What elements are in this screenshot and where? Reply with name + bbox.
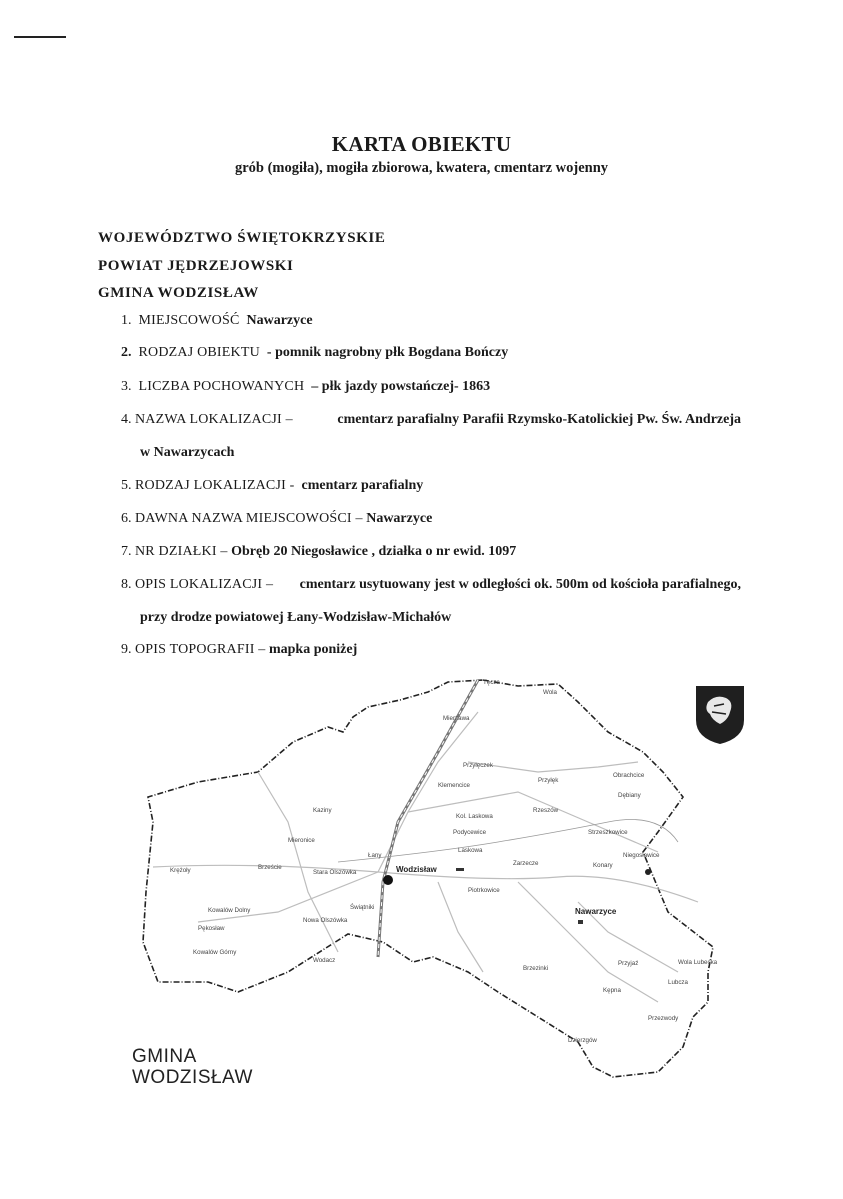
place-label: Kaziny [313, 807, 332, 814]
place-label: Wodacz [313, 957, 336, 964]
item-number: 6. [121, 511, 132, 526]
place-label: Świątniki [350, 904, 375, 911]
place-label: Lubcza [668, 979, 688, 986]
cemetery-symbol [578, 920, 583, 924]
place-label: Wola [543, 689, 557, 696]
item-label: OPIS LOKALIZACJI – [135, 577, 274, 592]
commune-map [138, 672, 718, 1092]
item-label: LICZBA POCHOWANYCH [138, 379, 305, 394]
page-title: KARTA OBIEKTU [331, 132, 512, 156]
place-label: Nowa Olszówka [303, 917, 348, 924]
place-label: Laskowa [458, 847, 483, 854]
logo-line-2: WODZISŁAW [132, 1067, 253, 1088]
place-label: Przyjaź [618, 960, 639, 967]
place-label: Wola Lubecka [678, 959, 718, 966]
list-item [121, 412, 741, 428]
item-label: OPIS TOPOGRAFII – [135, 642, 266, 657]
place-label: Łany [368, 852, 382, 859]
list-item [121, 511, 432, 527]
commune-border [143, 680, 713, 1077]
item-number: 9. [121, 642, 132, 657]
church-symbol [456, 868, 464, 871]
item-head [121, 577, 273, 593]
place-label: Dębiany [618, 792, 641, 799]
place-label: Stara Olszówka [313, 869, 357, 876]
item-value: Nawarzyce [246, 313, 313, 328]
place-label: Klemencice [438, 782, 470, 789]
item-value: cmentarz usytuowany jest w odległości ok. 500m od kościoła parafialnego, [299, 577, 741, 592]
place-label: Przyłęczek [463, 762, 493, 769]
item-number: 2. [121, 345, 132, 360]
gmina-logo [132, 1046, 253, 1088]
list-item [121, 642, 357, 658]
commune: GMINA WODZISŁAW [98, 285, 259, 301]
place-label: Kępna [603, 987, 621, 994]
wodzislaw-marker [383, 875, 393, 885]
place-label: Zarzecze [513, 860, 539, 867]
item-value: mapka poniżej [268, 642, 358, 657]
place-label: Brzeście [258, 864, 282, 871]
place-label: Piotrkowice [468, 887, 500, 894]
place-label: Mierzawa [443, 715, 470, 722]
item-label: NAZWA LOKALIZACJI – [135, 412, 293, 427]
place-label: Krężoły [170, 867, 191, 874]
item-number: 4. [121, 412, 132, 427]
place-label: Obrachcice [613, 772, 645, 779]
place-label: Konary [593, 862, 613, 869]
place-label: Strzeszkowice [588, 829, 628, 836]
county: POWIAT JĘDRZEJOWSKI [98, 258, 294, 274]
item-number: 1. [121, 313, 132, 328]
place-label: Podycewice [453, 829, 487, 836]
place-label: Kowalów Dolny [208, 907, 251, 914]
item-number: 8. [121, 577, 132, 592]
list-item [121, 345, 508, 361]
page-subtitle: grób (mogiła), mogiła zbiorowa, kwatera, cmentarz wojenny [234, 160, 609, 176]
list-item [121, 313, 313, 329]
item-value: Nawarzyce [366, 511, 433, 526]
list-item [121, 577, 741, 593]
niegoslawice-marker [645, 869, 651, 875]
item-value: - pomnik nagrobny płk Bogdana Bończy [266, 345, 509, 360]
item-head [121, 412, 293, 428]
place-label: Przyłęk [538, 777, 559, 784]
item-value: cmentarz parafialny Parafii Rzymsko-Katolickiej Pw. Św. Andrzeja [337, 412, 741, 427]
item-continuation: przy drodze powiatowej Łany-Wodzisław-Michałów [140, 610, 452, 625]
place-label: Mieronice [288, 837, 315, 844]
item-number: 5. [121, 478, 132, 493]
logo-line-1: GMINA [132, 1046, 197, 1067]
item-label: RODZAJ OBIEKTU [138, 345, 260, 360]
scan-mark [14, 36, 66, 38]
place-label: Rzeszów [533, 807, 559, 814]
item-number: 7. [121, 544, 132, 559]
voivodeship: WOJEWÓDZTWO ŚWIĘTOKRZYSKIE [98, 230, 386, 246]
item-label: NR DZIAŁKI – [135, 544, 228, 559]
item-number: 3. [121, 379, 132, 394]
list-item [121, 379, 490, 395]
place-label: Wodzisław [396, 865, 437, 874]
item-value: – płk jazdy powstańczej- 1863 [311, 379, 491, 394]
map-svg [138, 672, 718, 1092]
place-label: Niegosławice [623, 852, 660, 859]
list-item [121, 478, 423, 494]
item-label: RODZAJ LOKALIZACJI - [135, 478, 295, 493]
place-label: Przezwody [648, 1015, 679, 1022]
place-label: Tęcza [483, 679, 500, 686]
place-label: Pękosław [198, 925, 225, 932]
place-label: Kol. Laskowa [456, 813, 493, 820]
place-label: Nawarzyce [575, 907, 617, 916]
item-label: DAWNA NAZWA MIEJSCOWOŚCI – [135, 511, 363, 526]
item-value: Obręb 20 Niegosławice , działka o nr ewid. 1097 [231, 544, 517, 559]
coat-of-arms-icon [694, 684, 746, 746]
list-item [121, 544, 516, 560]
place-label: Dzierzgów [568, 1037, 597, 1044]
place-label: Kowalów Górny [193, 949, 237, 956]
place-label: Brzezinki [523, 965, 549, 972]
item-continuation: w Nawarzycach [140, 445, 235, 460]
item-label: MIEJSCOWOŚĆ [138, 313, 240, 328]
item-value: cmentarz parafialny [301, 478, 424, 493]
